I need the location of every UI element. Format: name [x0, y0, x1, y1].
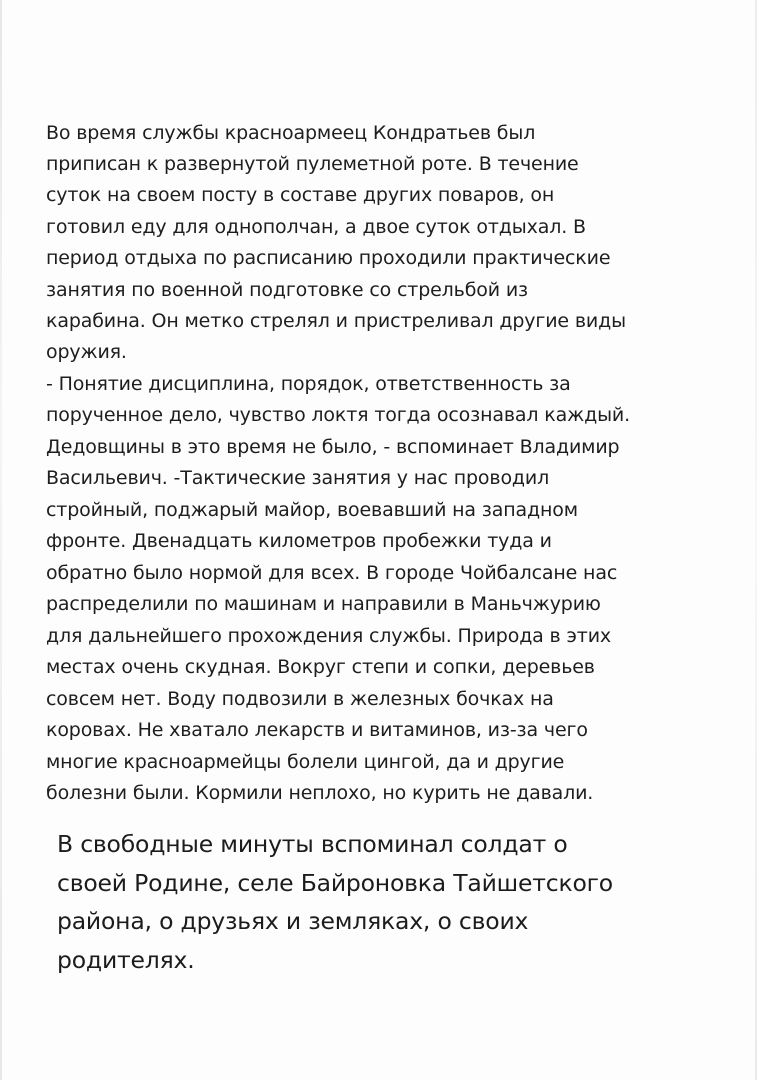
text-line: распределили по машинам и направили в Маньчжурию — [46, 593, 601, 615]
text-line: готовил еду для однополчан, а двое суток отдыхал. В — [46, 216, 586, 238]
text-line: обратно было нормой для всех. В городе Чойбалсане нас — [46, 562, 618, 584]
text-line: карабина. Он метко стрелял и пристреливал другие виды — [46, 310, 626, 332]
text-line: многие красноармейцы болели цингой, да и другие — [46, 751, 565, 773]
text-line-large: своей Родине, селе Байроновка Тайшетского — [57, 869, 613, 897]
text-line: занятия по военной подготовке со стрельбой из — [46, 279, 528, 301]
scan-edge-left — [0, 0, 2, 1080]
text-line: Васильевич. -Тактические занятия у нас проводил — [46, 467, 550, 489]
text-line: стройный, поджарый майор, воевавший на западном — [46, 499, 578, 521]
text-line: Дедовщины в это время не было, - вспоминает Владимир — [46, 436, 620, 458]
text-line: оружия. — [46, 341, 127, 363]
text-line: приписан к развернутой пулеметной роте. В течение — [46, 153, 579, 175]
text-line-large: района, о друзьях и земляках, о своих — [57, 907, 529, 935]
text-line: совсем нет. Воду подвозили в железных бочках на — [46, 688, 554, 710]
text-line: порученное дело, чувство локтя тогда осознавал каждый. — [46, 404, 631, 426]
text-line: болезни были. Кормили неплохо, но курить не давали. — [46, 782, 594, 804]
text-line: суток на своем посту в составе других поваров, он — [46, 184, 555, 206]
text-line: коровах. Не хватало лекарств и витаминов, из-за чего — [46, 719, 588, 741]
text-line: местах очень скудная. Вокруг степи и сопки, деревьев — [46, 656, 595, 678]
text-line: для дальнейшего прохождения службы. Природа в этих — [46, 625, 611, 647]
text-line-large: В свободные минуты вспоминал солдат о — [57, 830, 568, 858]
text-line: период отдыха по расписанию проходили практические — [46, 247, 611, 269]
text-line: - Понятие дисциплина, порядок, ответственность за — [46, 373, 571, 395]
text-line: фронте. Двенадцать километров пробежки туда и — [46, 530, 552, 552]
text-line-large: родителях. — [57, 946, 195, 974]
text-line: Во время службы красноармеец Кондратьев был — [46, 122, 536, 144]
